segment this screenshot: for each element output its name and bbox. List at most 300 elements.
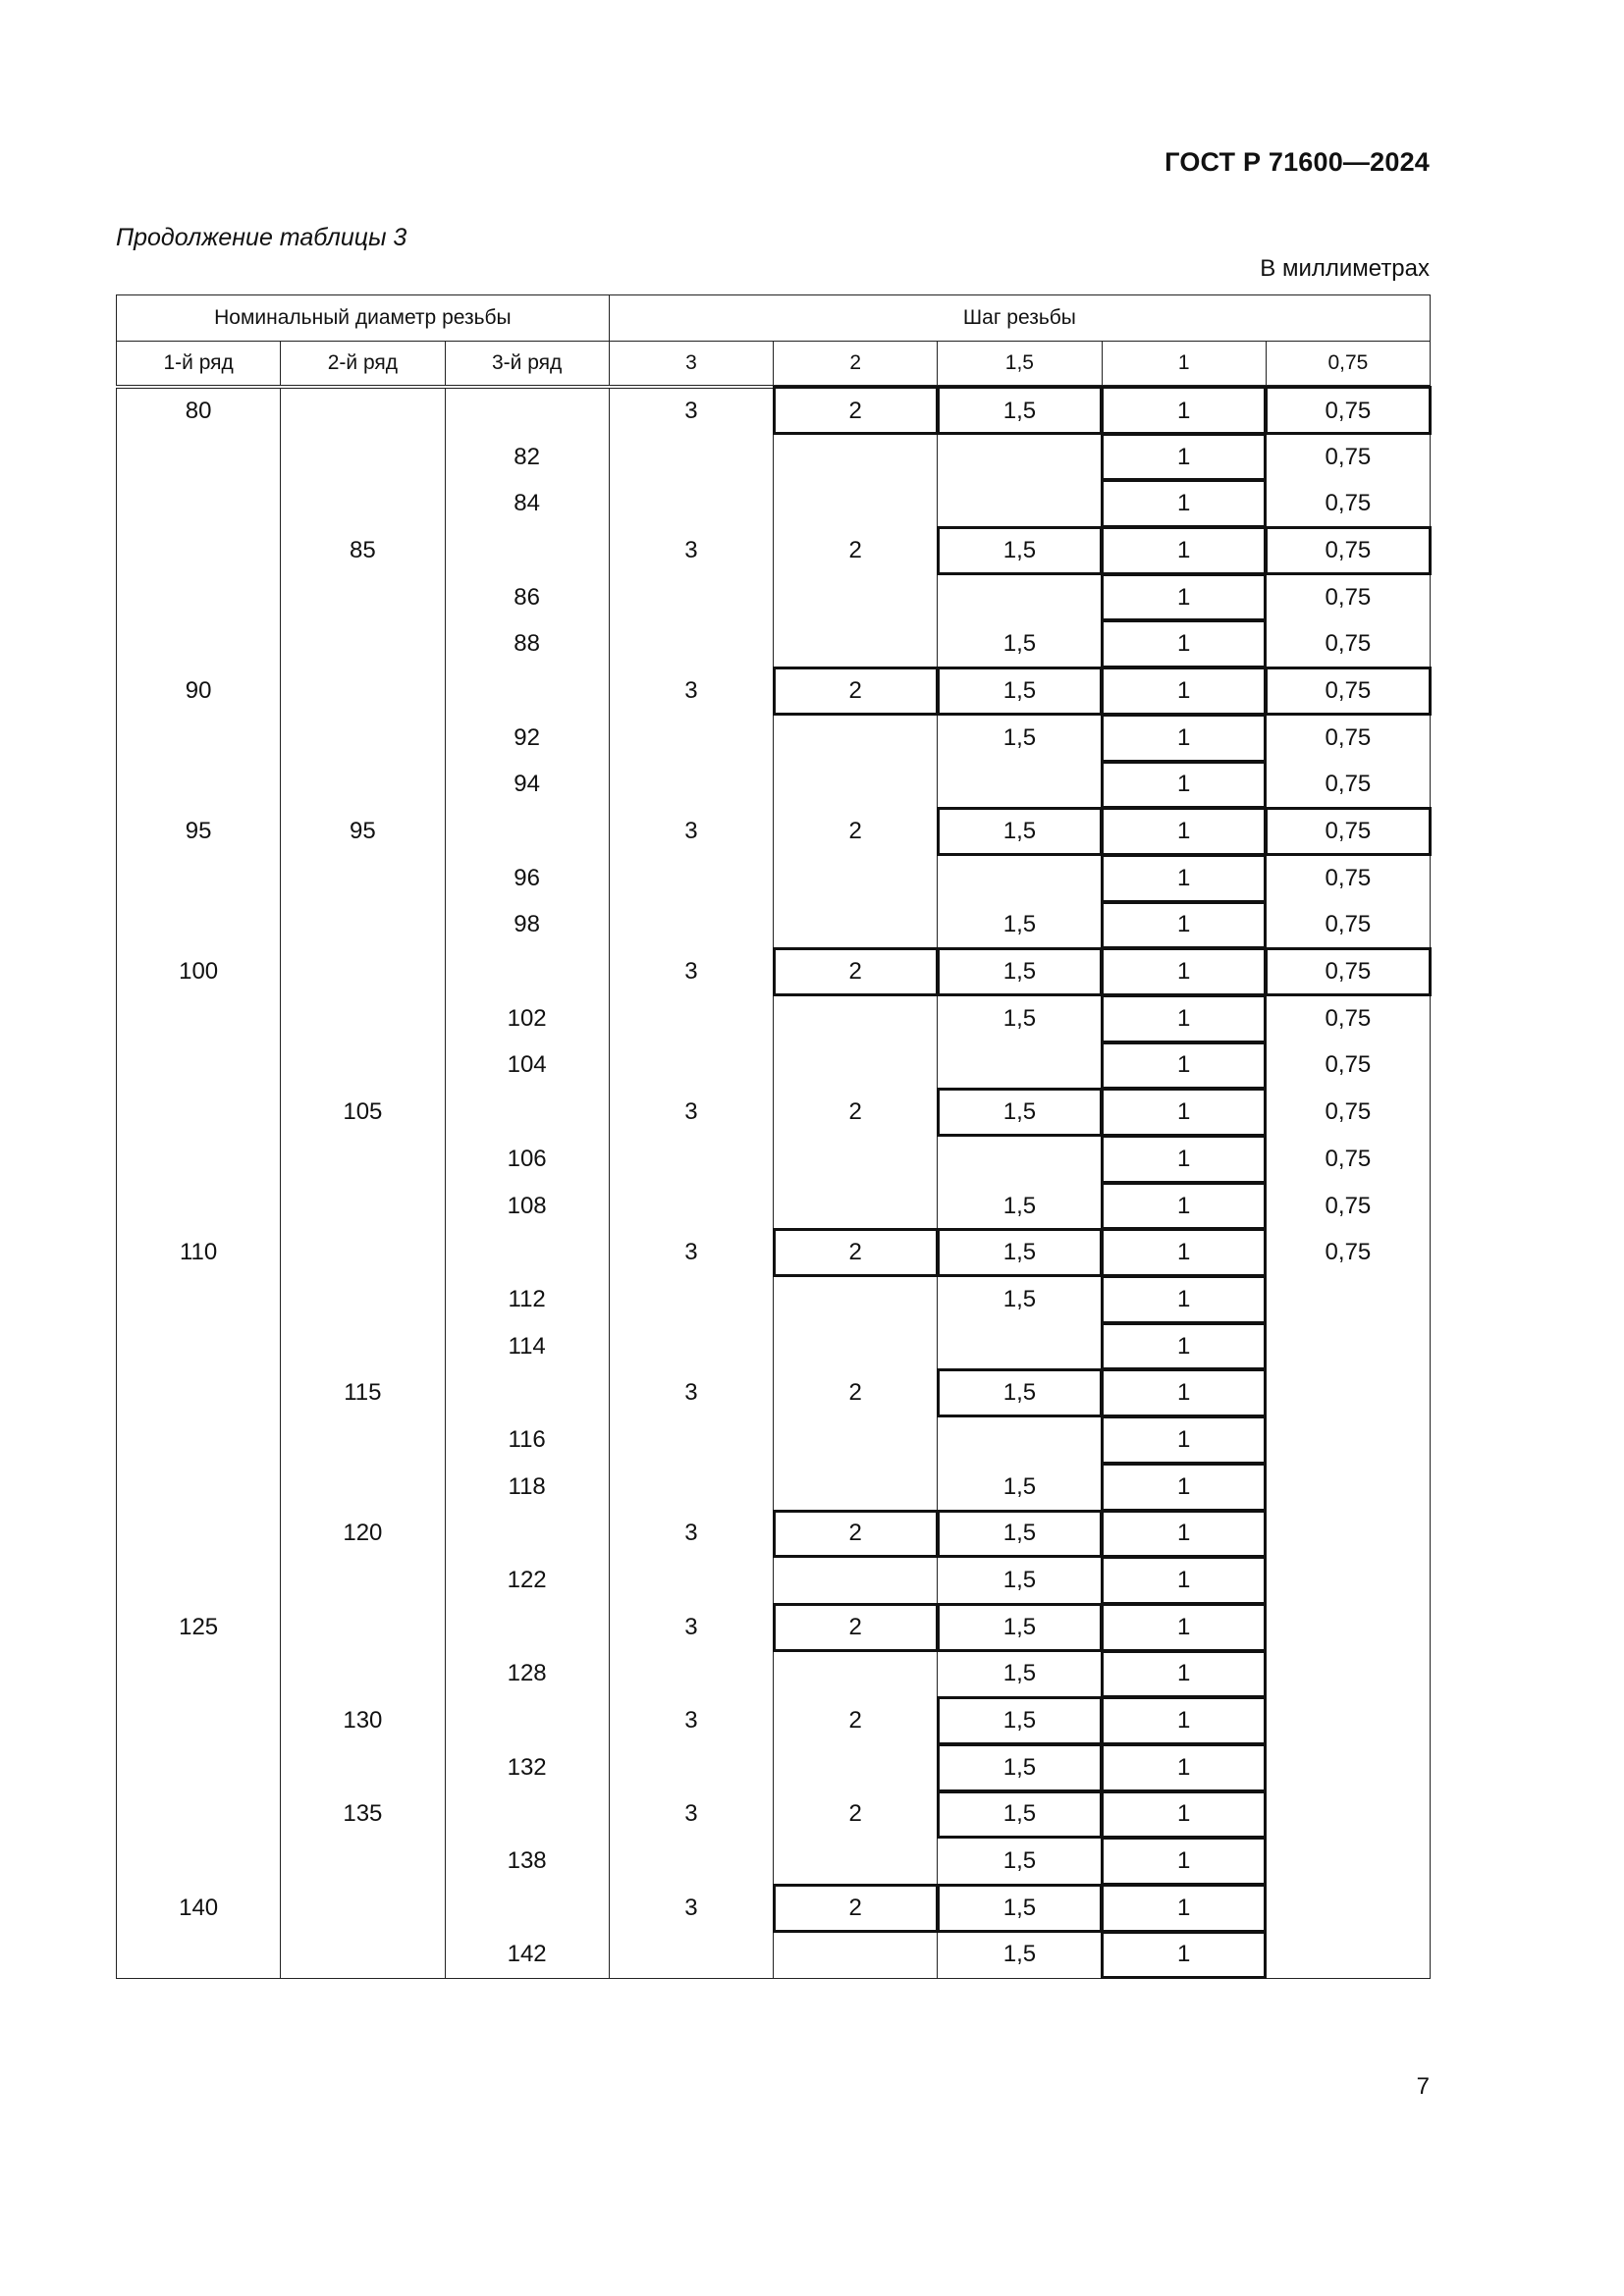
table-cell: 98 xyxy=(445,902,609,949)
table-row xyxy=(117,1651,1431,1698)
table-cell xyxy=(1266,1838,1430,1885)
table-cell: 1,5 xyxy=(938,1276,1102,1323)
table-cell: 88 xyxy=(445,620,609,667)
table-cell: 1,5 xyxy=(938,1089,1102,1136)
table-row xyxy=(117,948,1431,995)
table-cell xyxy=(281,480,445,527)
table-row xyxy=(117,1183,1431,1230)
table-cell: 1 xyxy=(1102,1464,1266,1511)
table-cell: 1,5 xyxy=(938,808,1102,855)
table-cell xyxy=(281,667,445,715)
table-cell xyxy=(609,1744,773,1791)
table-cell xyxy=(281,1042,445,1090)
document-code: ГОСТ Р 71600—2024 xyxy=(1164,147,1430,177)
table-cell: 0,75 xyxy=(1266,995,1430,1042)
table-cell xyxy=(281,902,445,949)
table-cell: 2 xyxy=(774,948,938,995)
table-cell xyxy=(609,902,773,949)
table-cell: 3 xyxy=(609,1511,773,1558)
table-row xyxy=(117,1464,1431,1511)
table-row xyxy=(117,620,1431,667)
table-cell xyxy=(445,1791,609,1839)
table-cell xyxy=(445,1604,609,1651)
table-cell: 1 xyxy=(1102,1697,1266,1744)
table-cell: 1,5 xyxy=(938,1744,1102,1791)
table-cell xyxy=(938,762,1102,809)
table-cell xyxy=(774,1464,938,1511)
table-cell xyxy=(1266,1276,1430,1323)
table-cell: 1 xyxy=(1102,1604,1266,1651)
table-cell: 0,75 xyxy=(1266,855,1430,902)
table-row xyxy=(117,1604,1431,1651)
table-cell xyxy=(774,434,938,481)
table-cell: 116 xyxy=(445,1416,609,1464)
table-cell xyxy=(774,855,938,902)
table-cell: 0,75 xyxy=(1266,387,1430,434)
table-cell: 110 xyxy=(117,1229,281,1276)
table-cell xyxy=(609,1323,773,1370)
column-header: 0,75 xyxy=(1266,342,1430,388)
table-row xyxy=(117,1089,1431,1136)
table-cell xyxy=(609,1464,773,1511)
table-cell: 102 xyxy=(445,995,609,1042)
table-cell: 0,75 xyxy=(1266,1229,1430,1276)
table-cell xyxy=(1266,1464,1430,1511)
table-cell: 1 xyxy=(1102,574,1266,621)
table-cell: 96 xyxy=(445,855,609,902)
table-cell: 1,5 xyxy=(938,1464,1102,1511)
table-cell xyxy=(117,1697,281,1744)
table-cell xyxy=(1266,1791,1430,1839)
table-cell xyxy=(609,855,773,902)
table-cell xyxy=(609,1651,773,1698)
table-cell: 1 xyxy=(1102,1744,1266,1791)
table-row xyxy=(117,855,1431,902)
table-cell: 0,75 xyxy=(1266,1089,1430,1136)
table-cell xyxy=(774,1651,938,1698)
table-cell: 3 xyxy=(609,667,773,715)
table-row xyxy=(117,434,1431,481)
table-cell: 1 xyxy=(1102,1791,1266,1839)
table-cell xyxy=(445,1511,609,1558)
table-cell: 1 xyxy=(1102,1511,1266,1558)
table-cell: 3 xyxy=(609,1369,773,1416)
table-row xyxy=(117,762,1431,809)
table-cell xyxy=(609,480,773,527)
table-cell xyxy=(117,527,281,574)
table-cell: 1 xyxy=(1102,808,1266,855)
table-cell xyxy=(938,1136,1102,1183)
table-cell xyxy=(281,715,445,762)
table-cell xyxy=(281,948,445,995)
table-cell: 3 xyxy=(609,1604,773,1651)
table-row xyxy=(117,1885,1431,1932)
table-cell: 104 xyxy=(445,1042,609,1090)
table-cell xyxy=(774,1744,938,1791)
table-cell xyxy=(774,620,938,667)
table-row xyxy=(117,1276,1431,1323)
table-cell: 1,5 xyxy=(938,1557,1102,1604)
table-row xyxy=(117,995,1431,1042)
table-cell: 132 xyxy=(445,1744,609,1791)
table-cell: 1 xyxy=(1102,1932,1266,1979)
table-cell xyxy=(117,1369,281,1416)
table-cell: 2 xyxy=(774,1511,938,1558)
table-cell xyxy=(774,1557,938,1604)
table-row xyxy=(117,387,1431,434)
table-cell: 1,5 xyxy=(938,1791,1102,1839)
table-cell: 82 xyxy=(445,434,609,481)
table-row xyxy=(117,1932,1431,1979)
thread-table xyxy=(116,294,1431,1979)
table-cell xyxy=(938,434,1102,481)
column-header: 1 xyxy=(1102,342,1266,388)
page-number: 7 xyxy=(1416,2073,1430,2100)
table-cell: 2 xyxy=(774,527,938,574)
table-cell: 2 xyxy=(774,667,938,715)
table-cell: 2 xyxy=(774,387,938,434)
table-cell xyxy=(774,1416,938,1464)
table-cell: 3 xyxy=(609,808,773,855)
table-cell xyxy=(445,1369,609,1416)
table-cell xyxy=(609,1136,773,1183)
table-cell: 1,5 xyxy=(938,667,1102,715)
table-cell: 85 xyxy=(281,527,445,574)
table-cell xyxy=(117,620,281,667)
table-cell: 142 xyxy=(445,1932,609,1979)
table-cell: 1 xyxy=(1102,1183,1266,1230)
table-cell xyxy=(774,1136,938,1183)
table-cell xyxy=(609,574,773,621)
table-cell: 1,5 xyxy=(938,1838,1102,1885)
table-cell xyxy=(281,1276,445,1323)
table-cell xyxy=(445,948,609,995)
table-cell: 92 xyxy=(445,715,609,762)
table-cell xyxy=(445,1229,609,1276)
table-cell xyxy=(117,995,281,1042)
table-cell: 1,5 xyxy=(938,1932,1102,1979)
table-cell xyxy=(281,1464,445,1511)
table-cell: 108 xyxy=(445,1183,609,1230)
table-cell: 122 xyxy=(445,1557,609,1604)
table-cell xyxy=(117,1042,281,1090)
table-cell xyxy=(774,1276,938,1323)
table-cell: 1,5 xyxy=(938,948,1102,995)
table-cell xyxy=(1266,1932,1430,1979)
table-cell xyxy=(117,1932,281,1979)
table-cell: 1 xyxy=(1102,620,1266,667)
table-cell xyxy=(609,1276,773,1323)
table-cell xyxy=(1266,1885,1430,1932)
units-note: В миллиметрах xyxy=(1260,255,1430,282)
column-header: 2 xyxy=(774,342,938,388)
table-cell xyxy=(774,1932,938,1979)
table-cell: 1 xyxy=(1102,1276,1266,1323)
table-cell: 138 xyxy=(445,1838,609,1885)
table-cell xyxy=(281,1136,445,1183)
table-cell xyxy=(117,1464,281,1511)
table-cell: 0,75 xyxy=(1266,948,1430,995)
table-cell xyxy=(281,855,445,902)
table-cell xyxy=(281,1557,445,1604)
table-cell xyxy=(117,1838,281,1885)
column-header: 1-й ряд xyxy=(117,342,281,388)
table-row xyxy=(117,480,1431,527)
table-cell: 1 xyxy=(1102,1557,1266,1604)
table-cell xyxy=(1266,1511,1430,1558)
header-nominal-diameter: Номинальный диаметр резьбы xyxy=(117,295,610,342)
table-cell: 1,5 xyxy=(938,902,1102,949)
table-cell: 1 xyxy=(1102,1885,1266,1932)
table-cell: 0,75 xyxy=(1266,762,1430,809)
table-cell: 0,75 xyxy=(1266,434,1430,481)
table-cell: 0,75 xyxy=(1266,715,1430,762)
table-cell xyxy=(774,1042,938,1090)
table-cell xyxy=(117,1744,281,1791)
table-row xyxy=(117,527,1431,574)
table-cell xyxy=(281,1838,445,1885)
table-cell: 1,5 xyxy=(938,387,1102,434)
table-cell: 3 xyxy=(609,387,773,434)
table-cell: 3 xyxy=(609,948,773,995)
table-cell: 2 xyxy=(774,1791,938,1839)
table-cell xyxy=(281,1416,445,1464)
table-row xyxy=(117,1323,1431,1370)
table-cell xyxy=(281,1323,445,1370)
table-cell xyxy=(774,1183,938,1230)
table-cell: 1 xyxy=(1102,715,1266,762)
table-cell xyxy=(281,1651,445,1698)
table-row xyxy=(117,1511,1431,1558)
table-cell: 1,5 xyxy=(938,1183,1102,1230)
table-cell: 2 xyxy=(774,1697,938,1744)
table-cell xyxy=(117,902,281,949)
table-cell xyxy=(609,1932,773,1979)
table-cell xyxy=(117,434,281,481)
table-cell: 135 xyxy=(281,1791,445,1839)
table-cell: 1,5 xyxy=(938,1697,1102,1744)
column-header: 2-й ряд xyxy=(281,342,445,388)
table-cell xyxy=(609,762,773,809)
table-cell: 0,75 xyxy=(1266,1183,1430,1230)
table-cell: 0,75 xyxy=(1266,902,1430,949)
table-cell xyxy=(1266,1416,1430,1464)
table-row xyxy=(117,902,1431,949)
table-cell xyxy=(609,995,773,1042)
table-cell: 95 xyxy=(117,808,281,855)
table-cell: 0,75 xyxy=(1266,620,1430,667)
table-cell xyxy=(445,1089,609,1136)
table-cell: 1 xyxy=(1102,1042,1266,1090)
table-cell: 1 xyxy=(1102,1229,1266,1276)
table-cell xyxy=(117,1136,281,1183)
table-row xyxy=(117,1697,1431,1744)
table-cell: 1 xyxy=(1102,1089,1266,1136)
table-cell xyxy=(281,1229,445,1276)
table-cell xyxy=(938,1323,1102,1370)
table-cell xyxy=(445,808,609,855)
table-cell: 2 xyxy=(774,1229,938,1276)
table-cell: 1 xyxy=(1102,1136,1266,1183)
table-cell xyxy=(1266,1697,1430,1744)
table-cell xyxy=(117,1416,281,1464)
table-cell: 1 xyxy=(1102,434,1266,481)
table-cell xyxy=(281,574,445,621)
table-cell xyxy=(117,1511,281,1558)
table-cell: 3 xyxy=(609,1791,773,1839)
table-cell xyxy=(117,762,281,809)
table-cell: 2 xyxy=(774,1885,938,1932)
table-cell: 0,75 xyxy=(1266,527,1430,574)
table-cell xyxy=(281,1183,445,1230)
table-cell: 1 xyxy=(1102,902,1266,949)
table-cell xyxy=(281,387,445,434)
table-cell xyxy=(938,1416,1102,1464)
table-cell xyxy=(774,1838,938,1885)
table-cell xyxy=(609,1557,773,1604)
table-row xyxy=(117,1229,1431,1276)
table-cell: 114 xyxy=(445,1323,609,1370)
table-cell: 3 xyxy=(609,1885,773,1932)
table-cell: 1,5 xyxy=(938,1229,1102,1276)
table-cell xyxy=(1266,1651,1430,1698)
table-cell: 3 xyxy=(609,1089,773,1136)
table-cell xyxy=(774,762,938,809)
table-cell xyxy=(117,855,281,902)
table-cell xyxy=(774,480,938,527)
table-cell: 1 xyxy=(1102,1838,1266,1885)
table-cell: 1,5 xyxy=(938,620,1102,667)
table-cell: 1,5 xyxy=(938,1651,1102,1698)
table-cell: 1 xyxy=(1102,387,1266,434)
table-body xyxy=(117,387,1431,1978)
table-cell: 1 xyxy=(1102,1323,1266,1370)
table-cell: 106 xyxy=(445,1136,609,1183)
table-cell xyxy=(117,715,281,762)
table-cell: 1,5 xyxy=(938,1885,1102,1932)
table-cell: 2 xyxy=(774,1604,938,1651)
table-cell: 3 xyxy=(609,1697,773,1744)
table-cell: 0,75 xyxy=(1266,1042,1430,1090)
table-cell xyxy=(281,434,445,481)
table-cell: 140 xyxy=(117,1885,281,1932)
table-cell xyxy=(609,1042,773,1090)
table-cell xyxy=(117,1183,281,1230)
table-cell xyxy=(117,1557,281,1604)
table-cell xyxy=(938,855,1102,902)
table-cell: 128 xyxy=(445,1651,609,1698)
table-cell: 3 xyxy=(609,527,773,574)
table-cell: 125 xyxy=(117,1604,281,1651)
table-cell xyxy=(281,620,445,667)
table-cell: 3 xyxy=(609,1229,773,1276)
table-row xyxy=(117,808,1431,855)
table-cell: 1 xyxy=(1102,480,1266,527)
table-cell: 1 xyxy=(1102,1369,1266,1416)
table-cell xyxy=(117,1791,281,1839)
table-cell xyxy=(1266,1557,1430,1604)
table-cell xyxy=(609,620,773,667)
table-cell: 2 xyxy=(774,808,938,855)
table-cell xyxy=(609,715,773,762)
table-cell xyxy=(281,1932,445,1979)
table-cell xyxy=(938,480,1102,527)
table-cell: 2 xyxy=(774,1369,938,1416)
table-cell: 1,5 xyxy=(938,1511,1102,1558)
table-cell xyxy=(609,1416,773,1464)
table-cell xyxy=(117,1323,281,1370)
table-header-columns-row xyxy=(117,342,1431,388)
table-cell xyxy=(1266,1604,1430,1651)
table-cell xyxy=(609,1183,773,1230)
table-cell xyxy=(774,902,938,949)
table-cell: 84 xyxy=(445,480,609,527)
table-cell: 95 xyxy=(281,808,445,855)
table-cell: 1 xyxy=(1102,667,1266,715)
table-caption: Продолжение таблицы 3 xyxy=(116,224,407,251)
header-thread-pitch: Шаг резьбы xyxy=(609,295,1430,342)
table-cell xyxy=(774,574,938,621)
table-cell xyxy=(445,1697,609,1744)
table-header-group-row xyxy=(117,295,1431,342)
table-cell xyxy=(281,995,445,1042)
table-row xyxy=(117,1744,1431,1791)
table-cell xyxy=(1266,1369,1430,1416)
table-cell: 1 xyxy=(1102,948,1266,995)
table-cell: 1 xyxy=(1102,762,1266,809)
table-cell xyxy=(445,1885,609,1932)
table-cell: 112 xyxy=(445,1276,609,1323)
table-cell xyxy=(938,574,1102,621)
table-cell: 118 xyxy=(445,1464,609,1511)
table-cell: 100 xyxy=(117,948,281,995)
table-cell: 1,5 xyxy=(938,995,1102,1042)
table-cell xyxy=(281,1885,445,1932)
table-cell xyxy=(445,527,609,574)
table-cell: 120 xyxy=(281,1511,445,1558)
table-cell: 1 xyxy=(1102,1416,1266,1464)
table-cell: 1 xyxy=(1102,855,1266,902)
column-header: 3-й ряд xyxy=(445,342,609,388)
table-cell xyxy=(774,715,938,762)
table-cell xyxy=(938,1042,1102,1090)
table-cell: 1 xyxy=(1102,995,1266,1042)
table-cell: 2 xyxy=(774,1089,938,1136)
column-header: 3 xyxy=(609,342,773,388)
table-cell: 1 xyxy=(1102,527,1266,574)
table-cell xyxy=(281,1604,445,1651)
table-cell xyxy=(1266,1323,1430,1370)
table-cell xyxy=(281,762,445,809)
table-row xyxy=(117,574,1431,621)
table-cell: 90 xyxy=(117,667,281,715)
table-cell: 105 xyxy=(281,1089,445,1136)
table-cell xyxy=(117,574,281,621)
table-cell: 0,75 xyxy=(1266,574,1430,621)
table-row xyxy=(117,1136,1431,1183)
thread-table-container xyxy=(116,294,1430,1979)
table-cell xyxy=(117,1651,281,1698)
table-cell xyxy=(117,1089,281,1136)
table-cell: 80 xyxy=(117,387,281,434)
table-cell xyxy=(1266,1744,1430,1791)
table-cell xyxy=(445,387,609,434)
table-cell: 0,75 xyxy=(1266,667,1430,715)
table-cell: 130 xyxy=(281,1697,445,1744)
table-cell xyxy=(117,1276,281,1323)
table-row xyxy=(117,1416,1431,1464)
table-cell xyxy=(445,667,609,715)
